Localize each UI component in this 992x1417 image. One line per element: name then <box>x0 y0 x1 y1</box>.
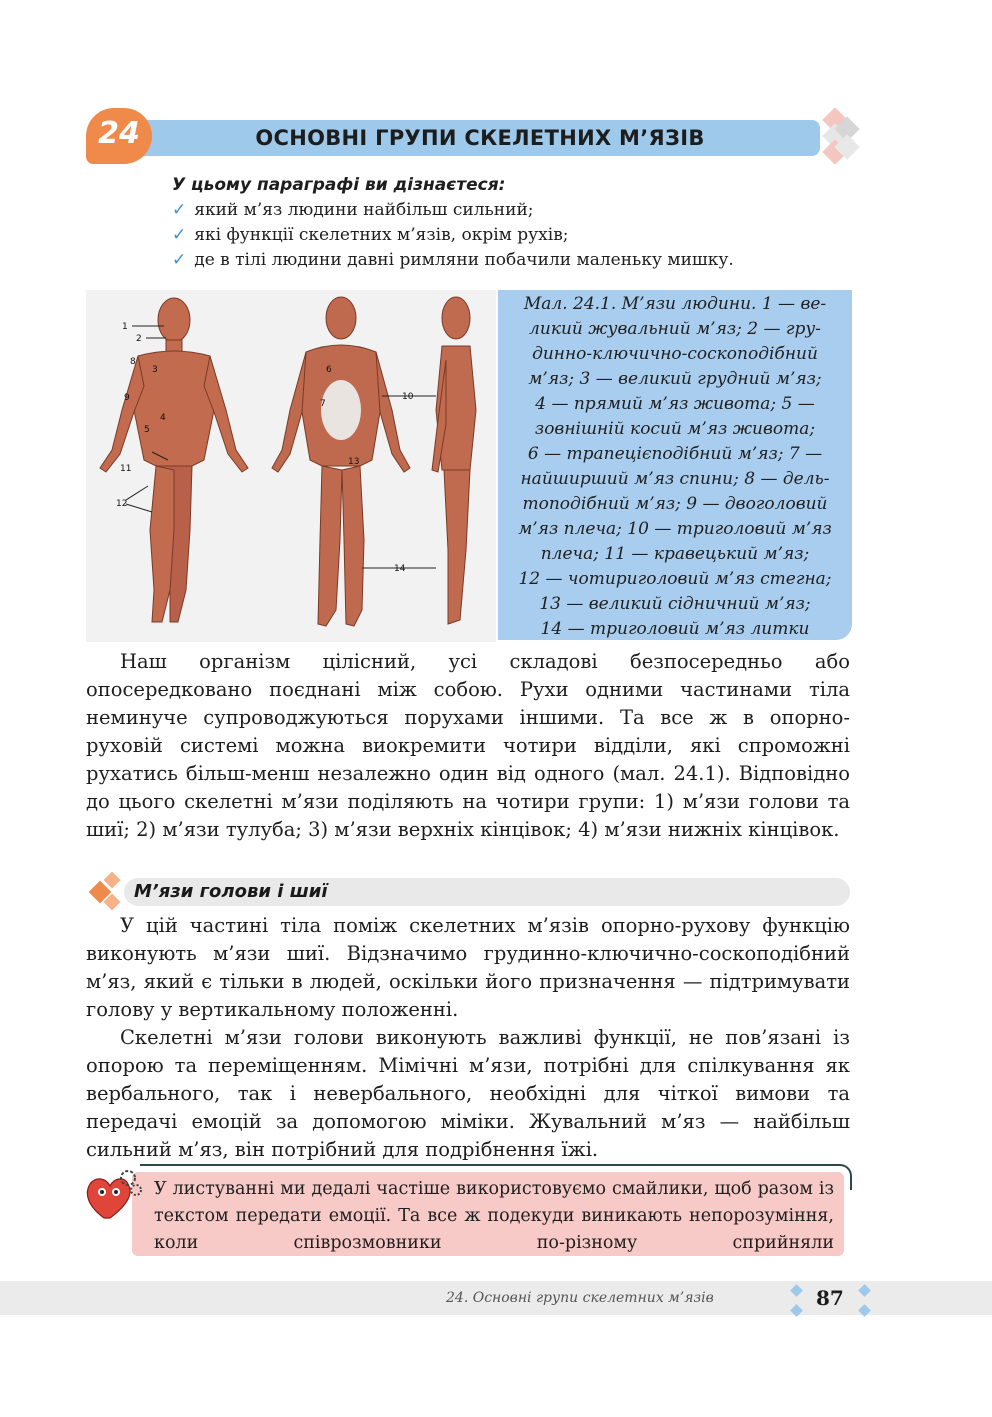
objective-item: ✓ який м’яз людини найбільш сильний; <box>172 200 534 220</box>
muscle-figure-illustration <box>86 290 496 642</box>
checkmark-icon: ✓ <box>172 250 187 270</box>
heart-character-icon <box>82 1168 144 1224</box>
figure-label-7: 7 <box>320 399 326 409</box>
checkmark-icon: ✓ <box>172 200 187 220</box>
body-paragraph-3: Скелетні м’язи голови виконують важливі функції, не пов’язані із опорою та переміщенням. Мімічні м’язи, потрібні для спілкування як вербального, так і невербального, необхідні для чіткої вимови та передачі емоцій за допомогою міміки. Жувальний м’яз — найбільш сильний м’яз, він потрібний для подрібнення їжі. <box>86 1026 850 1161</box>
figure-label-8: 8 <box>130 357 136 367</box>
figure-label-3: 3 <box>152 365 158 375</box>
figure-label-1: 1 <box>122 322 128 332</box>
figure-label-5: 5 <box>144 425 150 435</box>
figure-label-9: 9 <box>124 393 130 403</box>
subheading: М’язи голови і шиї <box>134 881 328 902</box>
figure-label-10: 10 <box>402 392 414 402</box>
note-text: У листуванні ми дедалі частіше використовуємо смайлики, щоб разом із текстом передати емоції. Та все ж подекуди виникають непорозуміння, коли співрозмовники по-різному сприйняли <box>154 1179 834 1253</box>
figure-label-2: 2 <box>136 334 142 344</box>
objective-item: ✓ де в тілі людини давні римляни побачили маленьку мишку. <box>172 250 734 270</box>
figure-label-6: 6 <box>326 365 332 375</box>
running-title: 24. Основні групи скелетних м’язів <box>446 1290 714 1306</box>
objective-item: ✓ які функції скелетних м’язів, окрім рухів; <box>172 225 569 245</box>
figure-label-12: 12 <box>116 499 128 509</box>
page-number: 87 <box>816 1286 844 1310</box>
figure-label-13: 13 <box>348 457 360 467</box>
body-paragraph-2: У цій частині тіла поміж скелетних м’язів опорно-рухову функцію виконують м’язи шиї. Відзначимо грудинно-ключично-соскоподібний м’яз, який є тільки в людей, оскільки його призначення — підтримувати голову у вертикальному положенні. <box>86 914 850 1021</box>
figure-label-14: 14 <box>394 564 406 574</box>
checkmark-icon: ✓ <box>172 225 187 245</box>
page-title: ОСНОВНІ ГРУПИ СКЕЛЕТНИХ М’ЯЗІВ <box>255 126 705 150</box>
objectives-heading: У цьому параграфі ви дізнаєтеся: <box>172 175 506 195</box>
figure-label-4: 4 <box>160 413 166 423</box>
paragraph-number-badge: 24 <box>86 108 152 164</box>
figure-label-11: 11 <box>120 464 132 474</box>
figure-caption: Мал. 24.1. М’язи людини. 1 — ве- ликий жувальний м’яз; 2 — гру- динно-ключично-соскоподібний м’яз; 3 — великий грудний м’яз; 4 — прямий м’яз живота; 5 — зовнішній косий м’яз живота; 6 — трапецієподібний м’яз; 7 — найширший м’яз спини; 8 — дель- топодібний м’яз; 9 — двоголовий м’яз плеча; 10 — триголовий м’яз плеча; 11 — кравецький м’яз; 12 — чотириголовий м’яз стегна; 13 — великий сідничний м’яз; 14 — триголовий м’яз литки <box>518 294 832 639</box>
body-paragraph-1: Наш організм цілісний, усі складові безпосередньо або опосередковано поєднані між собою. Рухи одними частинами тіла неминуче супроводжуються порухами іншими. Та все ж в опорно-руховій системі можна виокремити чотири відділи, які спроможні рухатись більш-менш незалежно один від одного (мал. 24.1). Відповідно до цього скелетні м’язи поділяють на чотири групи: 1) м’язи голови та шиї; 2) м’язи тулуба; 3) м’язи верхніх кінцівок; 4) м’язи нижніх кінцівок. <box>86 650 850 841</box>
